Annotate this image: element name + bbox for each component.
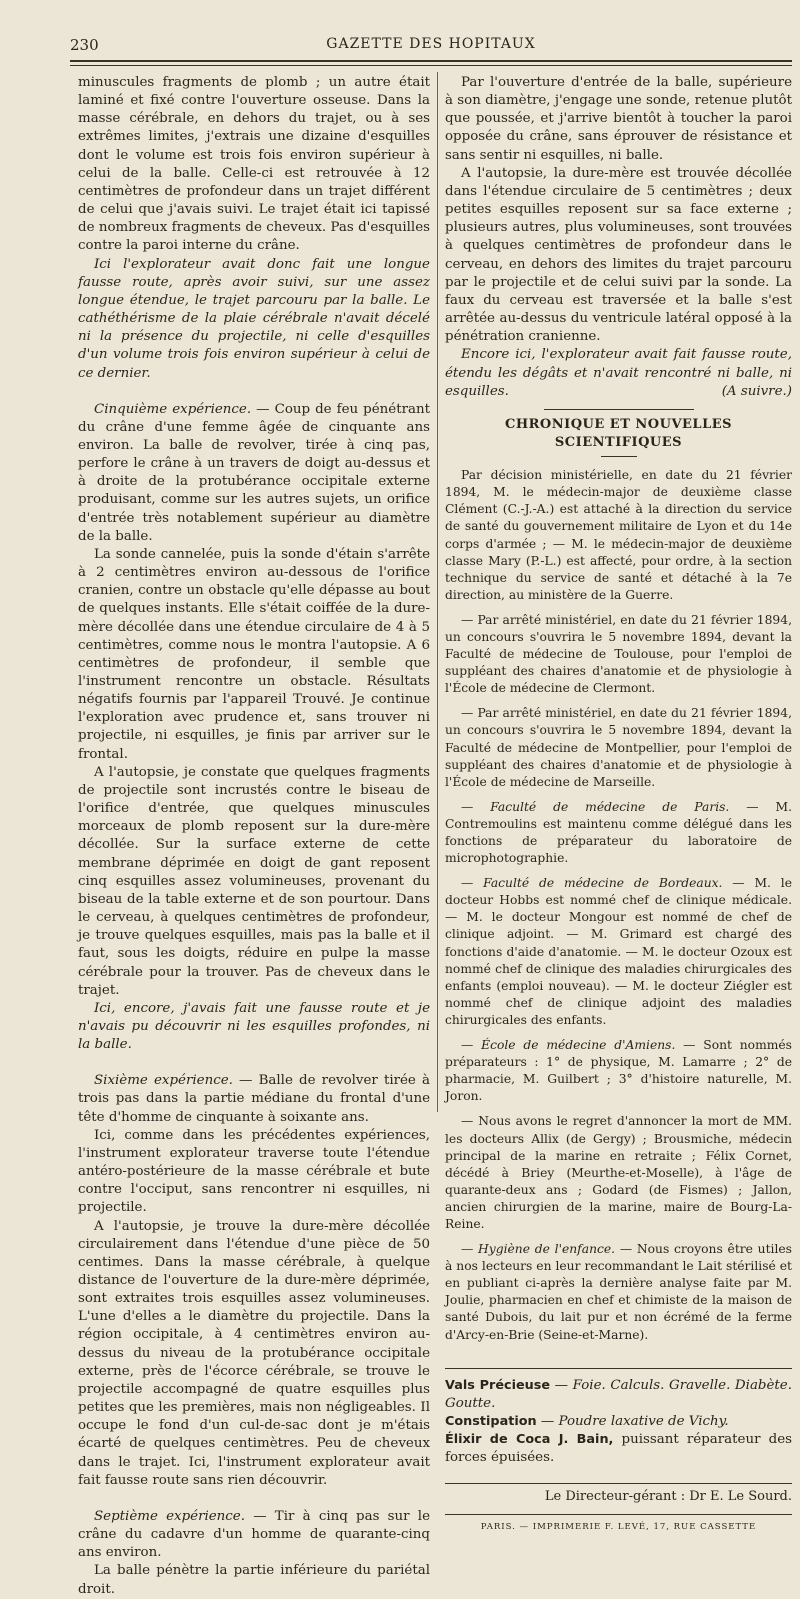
printer-imprint: PARIS. — IMPRIMERIE F. LEVÉ, 17, RUE CASSETTE [445, 1514, 792, 1536]
paragraph: Ici, encore, j'avais fait une fausse route et je n'avais pu découvrir ni les esquilles profondes, ni la balle. [78, 1000, 430, 1053]
ad-line [445, 1431, 792, 1467]
news-text: — Sont nommés préparateurs : 1° de physique, M. Lamarre ; 2° de pharmacie, M. Guilbert ; 3° d'histoire naturelle, M. Joron. [445, 1038, 792, 1104]
paragraph: A l'autopsie, je constate que quelques fragments de projectile sont incrustés contre le biseau de l'orifice d'entrée, que quelques minuscules morceaux de plomb reposent sur la dure-mère décollée. Sur la surface externe de cette membrane déprimée en doigt de gant reposent cinq esquilles assez volumineuses, provenant du biseau de la table externe et de son pourtour. Dans le cerveau, à quelques centimètres de profondeur, je trouve quelques esquilles, mais pas la balle et il faut, sous les doigts, réduire en pulpe la masse cérébrale pour la trouver. Pas de cheveux dans le trajet. [78, 764, 430, 998]
section-title: CHRONIQUE ET NOUVELLES SCIENTIFIQUES [504, 416, 733, 450]
experiment-label: Sixième expérience. [94, 1073, 233, 1089]
header-rule [70, 60, 792, 66]
news-label: — École de médecine d'Amiens. [461, 1038, 676, 1053]
ad-text: — Foie. Calculs. Gravelle. Diabète. Goutte. [445, 1377, 792, 1411]
paragraph [78, 1072, 430, 1126]
paragraph [78, 401, 430, 546]
to-be-continued: (A suivre.) [721, 383, 792, 399]
news-item [445, 1037, 792, 1105]
ad-line [445, 1377, 792, 1413]
advertisements [445, 1368, 792, 1467]
paragraph: La sonde cannelée, puis la sonde d'étain s'arrête à 2 centimètres environ au-dessous de l'orifice cranien, contre un obstacle qu'elle dépasse au bout de quelques instants. Elle s'était coiffée de la dure-mère décollée dans une étendue circulaire de 4 à 5 centimètres, comme nous le montra l'autopsie. A 6 centimètres de profondeur, il semble que l'instrument rencontre un obstacle. Résultats négatifs fournis par l'appareil Trouvé. Je continue l'exploration avec prudence et, sans trouver ni projectile, ni esquilles, je finis par arriver sur le frontal. [78, 546, 430, 762]
news-item: — Par arrêté ministériel, en date du 21 février 1894, un concours s'ouvrira le 5 novembre 1894, devant la Faculté de médecine de Toulouse, pour l'emploi de suppléant des chaires d'anatomie et de physiologie à l'École de médecine de Clermont. [445, 612, 792, 696]
news-item [445, 1241, 792, 1344]
news-item [445, 875, 792, 1029]
news-item: Par décision ministérielle, en date du 21 février 1894, M. le médecin-major de deuxième classe Clément (C.-J.-A.) est attaché à la direction du service de santé du gouvernement militaire de Lyon et du 14e corps d'armée ; — M. le médecin-major de deuxième classe Mary (P.-L.) est affecté, pour ordre, à la section technique du service de santé et détaché à la 7e direction, au ministère de la Guerre. [445, 468, 792, 602]
ad-text: — Poudre laxative de Vichy. [536, 1413, 729, 1429]
paragraph: Ici, comme dans les précédentes expériences, l'instrument explorateur traverse toute l'étendue antéro-postérieure de la masse cérébrale et bute contre l'occiput, sans rencontrer ni esquilles, ni projectile. [78, 1127, 430, 1216]
paragraph [445, 346, 792, 400]
journal-title: GAZETTE DES HOPITAUX [326, 36, 536, 52]
page-number: 230 [70, 36, 99, 54]
page-header [70, 36, 792, 58]
news-item [445, 799, 792, 867]
director-signature: Le Directeur-gérant : Dr E. Le Sourd. [445, 1483, 792, 1506]
news-text: — Nous croyons être utiles à nos lecteurs en leur recommandant le Lait stérilisé et en publiant ci-après la dernière analyse faite par M. Joulie, pharmacien en chef et chimiste de la maison de santé Dubois, du lait pur et non écrémé de la ferme d'Arcy-en-Brie (Seine-et-Marne). [445, 1242, 792, 1342]
paragraph: Ici l'explorateur avait donc fait une longue fausse route, après avoir suivi, sur une assez longue étendue, le trajet parcouru par la balle. Le cathéthérisme de la plaie cérébrale n'avait décelé ni la présence du projectile, ni celle d'esquilles d'un volume trois fois environ supérieur à celui de ce dernier. [78, 256, 430, 381]
news-text: — M. le docteur Hobbs est nommé chef de clinique médicale. — M. le docteur Mongour est nommé de chef de clinique adjoint. — M. Grimard est chargé des fonctions d'aide d'anatomie. — M. le docteur Ozoux est nommé chef de clinique des maladies chirurgicales des enfants (emploi nouveau). — M. le docteur Ziégler est nommé chef de clinique adjoint des maladies chirurgicales des enfants. [445, 876, 793, 1027]
ad-brand: Constipation [445, 1413, 537, 1429]
news-label: — Faculté de médecine de Paris. [461, 799, 730, 814]
section-rule [601, 456, 637, 457]
experiment-label: Septième expérience. [94, 1508, 245, 1524]
paragraph-text: — Coup de feu pénétrant du crâne d'une femme âgée de cinquante ans environ. La balle de revolver, tirée à cinq pas, perfore le crâne à un travers de doigt au-dessus et à droite de la protubérance occipitale externe produisant, comme sur les autres sujets, un orifice d'entrée très notablement supérieur au diamètre de la balle. [78, 401, 430, 544]
ad-brand: Élixir de Coca J. Bain, [445, 1431, 614, 1447]
paragraph: Par l'ouverture d'entrée de la balle, supérieure à son diamètre, j'engage une sonde, retenue plutôt que poussée, et j'arrive bientôt à toucher la paroi opposée du crâne, sans éprouver de résistance et sans sentir ni esquilles, ni balle. [445, 75, 792, 163]
paragraph-text: — Tir à cinq pas sur le crâne du cadavre d'un homme de quarante-cinq ans environ. [78, 1508, 430, 1561]
news-text: — M. Contremoulins est maintenu comme délégué dans les fonctions de préparateur du laboratoire de microphotographie. [445, 799, 792, 866]
news-label: — Hygiène de l'enfance. [461, 1242, 616, 1257]
paragraph [78, 1508, 430, 1562]
paragraph: minuscules fragments de plomb ; un autre était laminé et fixé contre l'ouverture osseuse. Dans la masse cérébrale, en dehors du trajet, ou à ses extrêmes limites, j'extrais une dizaine d'esquilles dont le volume est trois fois environ supérieur à celui de la balle. Celle-ci est retrouvée à 12 centimètres de profondeur dans un trajet différent de celui que j'avais suivi. Le trajet était ici tapissé de nombreux fragments de cheveux. Pas d'esquilles contre la paroi interne du crâne. [78, 75, 430, 254]
ad-brand: Vals Précieuse [445, 1377, 551, 1393]
column-divider [437, 72, 438, 1112]
ad-line [445, 1413, 792, 1431]
news-label: — Faculté de médecine de Bordeaux. [461, 876, 723, 891]
right-column [445, 74, 792, 1536]
news-item: — Nous avons le regret d'annoncer la mort de MM. les docteurs Allix (de Gergy) ; Brousmiche, médecin principal de la marine en retraite ; Félix Cornet, décédé à Briey (Meurthe-et-Moselle), à l'âge de quarante-deux ans ; Godard (de Fismes) ; Jallon, ancien chirurgien de la marine, maire de Bourg-La-Reine. [445, 1114, 792, 1231]
ad-text: puissant réparateur des forces épuisées. [445, 1431, 792, 1465]
experiment-label: Cinquième expérience. [94, 401, 252, 417]
left-column [78, 74, 430, 1599]
paragraph-text: — Balle de revolver tirée à trois pas dans la partie médiane du frontal d'une tête d'homme de cinquante à soixante ans. [78, 1073, 430, 1125]
paragraph: A l'autopsie, la dure-mère est trouvée décollée dans l'étendue circulaire de 5 centimètres ; deux petites esquilles reposent sur sa face externe ; plusieurs autres, plus volumineuses, sont trouvées à quelques centimètres de profondeur dans le cerveau, en dehors des limites du trajet parcouru par le projectile et de celui suivi par la sonde. La faux du cerveau est traversée et la balle s'est arrêtée au-dessus du ventricule latéral opposé à la pénétration cranienne. [445, 165, 792, 345]
news-item: — Par arrêté ministériel, en date du 21 février 1894, un concours s'ouvrira le 5 novembre 1894, devant la Faculté de médecine de Montpellier, pour l'emploi de suppléant des chaires d'anatomie et de physiologie à l'École de médecine de Marseille. [445, 706, 792, 789]
section-separator [544, 409, 694, 410]
paragraph: A l'autopsie, je trouve la dure-mère décollée circulairement dans l'étendue d'une pièce de 50 centimes. Dans la masse cérébrale, à quelque distance de l'ouverture de la dure-mère déprimée, sont extraites trois esquilles assez volumineuses. L'une d'elles a le diamètre du projectile. Dans la région occipitale, à 4 centimètres environ au-dessus du niveau de la protubérance occipitale externe, près de l'écorce cérébrale, se trouve le projectile accompagné de quatre esquilles plus petites que les premières, mais non négligeables. Il occupe le fond d'un cul-de-sac dont je m'étais écarté de quelques centimètres. Peu de cheveux dans le trajet. Ici, l'instrument explorateur avait fait fausse route sans rien découvrir. [78, 1218, 430, 1488]
paragraph-text: Encore ici, l'explorateur avait fait fausse route, étendu les dégâts et n'avait rencontré ni balle, ni esquilles. [445, 347, 792, 399]
paragraph: La balle pénètre la partie inférieure du pariétal droit. [78, 1563, 430, 1597]
